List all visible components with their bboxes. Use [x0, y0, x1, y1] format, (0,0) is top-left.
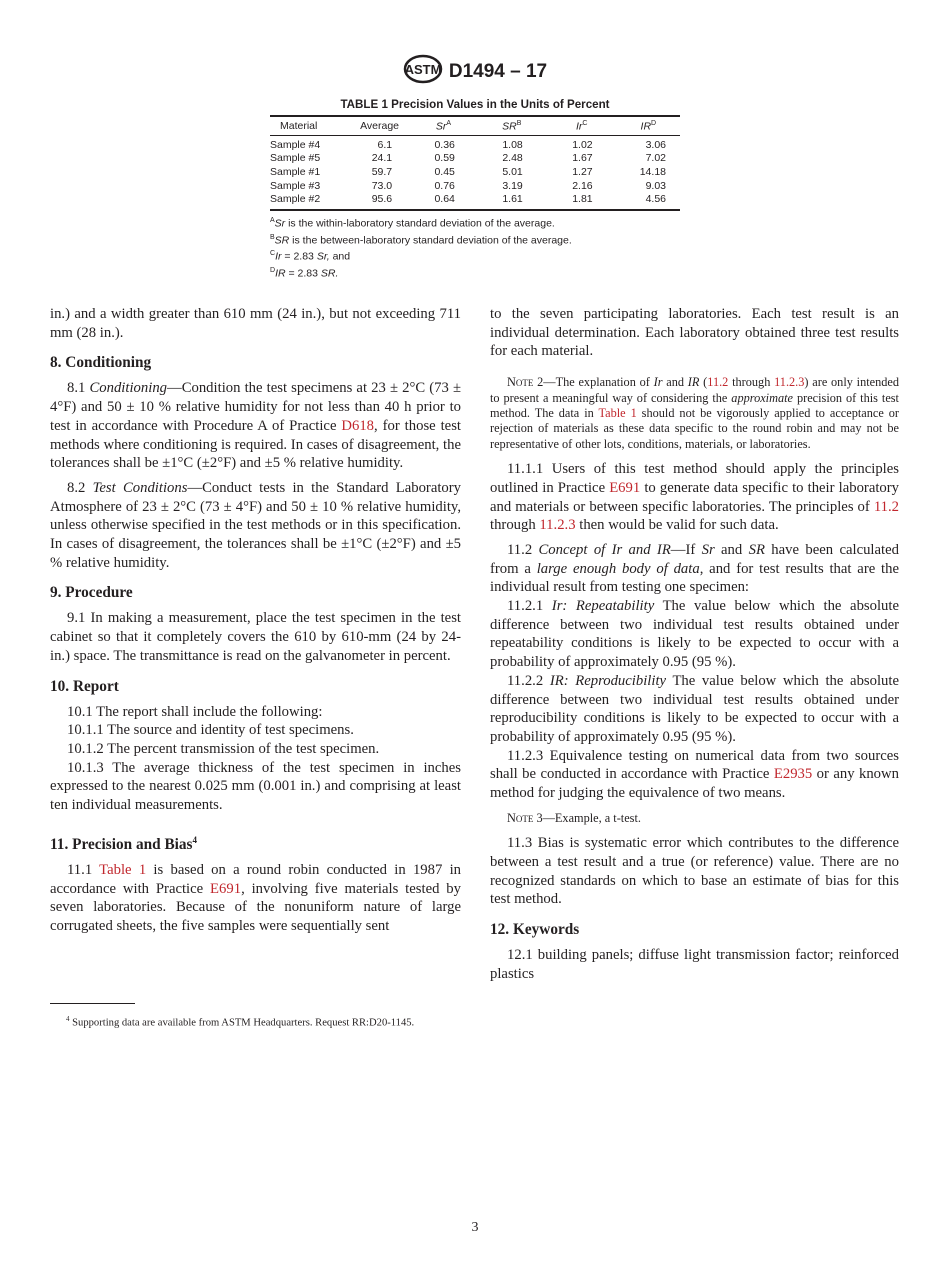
value-cell: 0.36: [434, 138, 455, 151]
paragraph-11-2-3: [490, 747, 899, 803]
text-segment: (: [699, 375, 708, 390]
paragraph-11-3: [490, 834, 899, 909]
paragraph-9-1: [50, 609, 461, 665]
text-segment: is the within-laboratory standard deviation of the average.: [285, 217, 555, 230]
footnote-marker: C: [582, 120, 588, 127]
value-cell: 1.08: [502, 138, 523, 151]
section-heading-keywords: 12. Keywords: [490, 921, 580, 939]
table-footnote-a: [270, 214, 680, 231]
text-segment: IR: [275, 267, 286, 280]
text-segment: Sr: [701, 541, 715, 558]
paragraph-8-2: [50, 479, 461, 573]
text-segment: IR: [687, 375, 700, 390]
note-2: [490, 375, 899, 452]
text-segment: and: [329, 250, 351, 263]
value-cell: 4.56: [645, 193, 666, 206]
text-segment: and: [662, 375, 688, 390]
paragraph-11-1: [50, 861, 461, 936]
table-row: [270, 180, 680, 194]
text-segment: B: [270, 233, 275, 241]
column-label: SR: [502, 120, 517, 133]
table-footnote-c: [270, 247, 680, 264]
material-cell: Sample #4: [270, 138, 321, 151]
table-row: [270, 166, 680, 180]
reference-link[interactable]: E691: [210, 880, 242, 897]
column-label: Ir: [575, 120, 583, 133]
column-label: IR: [640, 120, 652, 133]
section-heading-precision-bias: [50, 831, 461, 854]
text-segment: The value below which the absolute difference between two individual test results obtained under repeatability conditions is likely to be expected to occur with a probability of approximately 0.95 (95 %).: [490, 598, 899, 671]
value-cell: 7.02: [645, 152, 666, 165]
value-cell: 1.67: [572, 152, 593, 165]
text-segment: ) are only intended to present a meaningful way of considering the: [490, 375, 899, 405]
text-segment: = 2.83: [281, 250, 317, 263]
table-area: [270, 54, 680, 280]
page-number: 3: [471, 1220, 479, 1235]
table-title: TABLE 1 Precision Values in the Units of Percent: [340, 98, 610, 111]
text-segment: have been calculated from a: [490, 541, 899, 577]
column-header: [410, 116, 477, 135]
text-segment: = 2.83: [285, 267, 321, 280]
text-segment: 8.2: [67, 479, 93, 496]
column-label: Average: [360, 120, 399, 133]
material-cell: Sample #1: [270, 165, 321, 178]
text-segment: , involving five materials tested by seven laboratories. Because of the nonuniform nature of large corrugated sheets, the five samples were sequentially sent: [50, 880, 461, 934]
right-column: [490, 305, 899, 989]
text-segment: D: [270, 266, 276, 274]
value-cell: 1.61: [502, 193, 523, 206]
text-segment: IR: Reproducibility: [549, 672, 667, 689]
text-segment: Note: [507, 375, 534, 390]
text-segment: Note: [507, 810, 534, 825]
footnote-marker: B: [516, 120, 522, 127]
text-segment: SR: [274, 234, 290, 247]
value-cell: 3.06: [645, 138, 666, 151]
text-segment: , and for test results that are the individual result from testing one specimen:: [490, 560, 899, 596]
value-cell: 0.59: [434, 152, 455, 165]
reference-link[interactable]: 11.2: [707, 375, 729, 390]
text-segment: —Conduct tests in the Standard Laboratory Atmosphere of 23 ± 2°C (73 ± 4°F) and 50 ± 10 % relative humidity, unless otherwise specified in the test methods or in this specification. In cases of disagreement, the tolerances shall be ±1°C (±2°F) and ±5 % relative humidity.: [50, 479, 461, 571]
text-segment: to the seven participating laboratories. Each test result is an individual determination. Each laboratory obtained three test results for each material.: [490, 306, 899, 360]
left-column: [50, 305, 461, 1030]
text-segment: through: [728, 375, 775, 390]
text-segment: 9.1 In making a measurement, place the test specimen in the test cabinet so that it completely covers the 610 by 610-mm (24 by 24-in.) space. The transmittance is read on the galvanometer in percent.: [50, 610, 461, 664]
table-row: [270, 193, 680, 210]
footnote-divider: [50, 1003, 135, 1004]
text-segment: is the between-laboratory standard deviation of the average.: [289, 234, 572, 247]
text-segment: approximate: [731, 390, 793, 405]
value-cell: 14.18: [639, 165, 666, 178]
footnote-4: [50, 1013, 461, 1030]
value-cell: 0.45: [434, 165, 455, 178]
reference-link[interactable]: D618: [341, 417, 375, 434]
text-segment: 11.2.1: [507, 598, 552, 615]
value-cell: 2.48: [502, 152, 523, 165]
text-segment: 11.2: [507, 541, 539, 558]
text-segment: 2—The explanation of: [533, 375, 654, 390]
text-segment: Conditioning: [89, 380, 168, 397]
designation: D1494 – 17: [448, 61, 548, 83]
footnote-area: [50, 991, 461, 1030]
paragraph-11-2: [490, 541, 899, 597]
paragraph-continued: [490, 305, 899, 361]
text-segment: Sr,: [316, 250, 330, 263]
value-cell: 73.0: [371, 179, 393, 192]
material-cell: Sample #3: [270, 179, 321, 192]
paragraph-10-1-3: [50, 759, 461, 815]
text-segment: 11.1.1 Users of this test method should apply the principles outlined in Practice: [490, 461, 899, 496]
column-header: [349, 116, 410, 135]
reference-link[interactable]: Table 1: [99, 861, 147, 878]
document-header: [0, 54, 950, 90]
paragraph-10-1-1: [50, 721, 461, 740]
footnote-ref[interactable]: 4: [192, 834, 198, 845]
heading-text: 11. Precision and Bias: [50, 835, 193, 853]
table-header-row: [270, 116, 680, 135]
column-header: [547, 116, 617, 135]
reference-link[interactable]: 11.2: [873, 498, 899, 515]
text-segment: —If: [670, 541, 702, 558]
value-cell: 2.16: [572, 179, 593, 192]
text-segment: is based on a round robin conducted in 1987 in accordance with Practice: [50, 861, 461, 897]
text-segment: A: [270, 217, 275, 225]
value-cell: 3.19: [502, 179, 523, 192]
text-segment: Ir: [275, 250, 282, 263]
table-footnote-b: [270, 231, 680, 248]
table-row: [270, 152, 680, 166]
text-segment: Test Conditions: [92, 479, 188, 496]
value-cell: 1.02: [572, 138, 593, 151]
value-cell: 0.76: [434, 179, 455, 192]
material-cell: Sample #2: [270, 193, 321, 206]
paragraph-11-2-2: [490, 672, 899, 747]
text-segment: 11.2.2: [507, 672, 550, 689]
table-row: [270, 135, 680, 152]
paragraph-11-1-1: [490, 460, 899, 535]
reference-link[interactable]: 11.2.3: [539, 517, 576, 534]
section-heading-procedure: 9. Procedure: [50, 584, 133, 602]
section-heading-conditioning: 8. Conditioning: [50, 354, 152, 372]
text-segment: 3—Example, a t-test.: [533, 810, 641, 825]
text-segment: precision of this test method. The data in: [490, 390, 899, 420]
text-segment: SR: [748, 541, 765, 558]
svg-text:ASTM: ASTM: [404, 62, 442, 77]
value-cell: 9.03: [645, 179, 666, 192]
column-header: [617, 116, 680, 135]
astm-logo-icon: [403, 54, 443, 90]
material-cell: Sample #5: [270, 152, 321, 165]
text-segment: Ir: Repeatability: [551, 598, 655, 615]
text-segment: C: [270, 250, 276, 258]
text-segment: to generate data specific to their laboratory and materials or between specific laboratories. The principles of: [490, 479, 899, 515]
text-segment: 12.1 building panels; diffuse light transmission factor; reinforced plastics: [490, 947, 899, 982]
value-cell: 1.27: [572, 165, 593, 178]
paragraph-10-1: [50, 703, 461, 722]
text-segment: 8.1: [67, 380, 90, 397]
value-cell: 24.1: [371, 152, 393, 165]
text-segment: , for those test methods where conditioning is required. In cases of disagreement, the tolerances shall be ±1°C (±2°F) and ±5 % relative humidity.: [50, 417, 461, 472]
text-segment: then would be valid for such data.: [575, 517, 779, 534]
value-cell: 1.81: [572, 193, 593, 206]
column-label: Sr: [435, 120, 447, 133]
value-cell: 0.64: [434, 193, 455, 206]
text-segment: 11.1: [67, 861, 100, 878]
value-cell: 6.1: [377, 138, 393, 151]
text-segment: large enough body of data: [536, 560, 700, 577]
text-segment: 10.1.3 The average thickness of the test specimen in inches expressed to the nearest 0.025 mm (0.001 in.) and comprising at least ten individual measurements.: [50, 759, 461, 814]
table-footnotes: [270, 214, 680, 280]
note-3: [490, 811, 899, 826]
paragraph-12-1: [490, 946, 899, 983]
reference-link[interactable]: Table 1: [598, 405, 637, 420]
footnote-marker: A: [446, 120, 452, 127]
reference-link[interactable]: E691: [609, 479, 641, 496]
text-segment: and: [714, 541, 749, 558]
text-segment: 10.1 The report shall include the following:: [67, 703, 323, 720]
text-segment: Supporting data are available from ASTM Headquarters. Request RR:D20-1145.: [69, 1017, 415, 1029]
paragraph-10-1-2: [50, 740, 461, 759]
footnote-marker: D: [651, 120, 657, 127]
value-cell: 95.6: [371, 193, 393, 206]
section-heading-report: 10. Report: [50, 677, 119, 695]
text-segment: 10.1.1 The source and identity of test specimens.: [67, 722, 354, 739]
table-footnote-d: [270, 264, 680, 281]
text-segment: —Condition the test specimens at 23 ± 2°C (73 ± 4°F) and 50 ± 10 % relative humidity for not less than 40 h prior to test in accordance with Procedure A of Practice: [50, 380, 462, 434]
text-segment: through: [490, 517, 540, 534]
text-segment: SR.: [320, 267, 339, 280]
value-cell: 5.01: [502, 165, 523, 178]
value-cell: 59.7: [371, 165, 393, 178]
column-label: Material: [280, 120, 318, 133]
column-header: [477, 116, 547, 135]
paragraph-8-1: [50, 379, 461, 473]
text-segment: or any known method for judging the equivalence of two means.: [490, 766, 899, 802]
table-body: [270, 135, 680, 210]
precision-table: [270, 115, 680, 211]
text-segment: in.) and a width greater than 610 mm (24 in.), but not exceeding 711 mm (28 in.).: [50, 306, 461, 341]
column-header: [270, 116, 349, 135]
text-segment: 11.2.3 Equivalence testing on numerical data from two sources shall be conducted in accordance with Practice: [490, 747, 899, 783]
text-segment: 10.1.2 The percent transmission of the test specimen.: [67, 740, 380, 757]
reference-link[interactable]: 11.2.3: [774, 375, 805, 390]
text-segment: should not be vigorously applied to acceptance or rejection of materials as these data specific to the round robin and may not be representative of other lots, conditions, materials, or laboratories.: [490, 405, 899, 451]
text-segment: 11.3 Bias is systematic error which contributes to the difference between a test result and a true (or reference) value. There are no recognized standards on which to base an estimate of bias for this test method.: [490, 835, 899, 908]
text-segment: 4: [66, 1014, 70, 1023]
text-segment: Ir: [653, 375, 663, 390]
text-segment: Sr: [274, 217, 286, 230]
paragraph-11-2-1: [490, 597, 899, 672]
text-segment: The value below which the absolute difference between two individual test results obtained under reproducibility conditions is likely to be expected to occur with a probability of approximately 0.95 (95 %).: [490, 672, 899, 745]
reference-link[interactable]: E2935: [773, 766, 813, 783]
text-segment: Concept of Ir and IR: [538, 541, 671, 558]
paragraph-continued: [50, 305, 461, 342]
